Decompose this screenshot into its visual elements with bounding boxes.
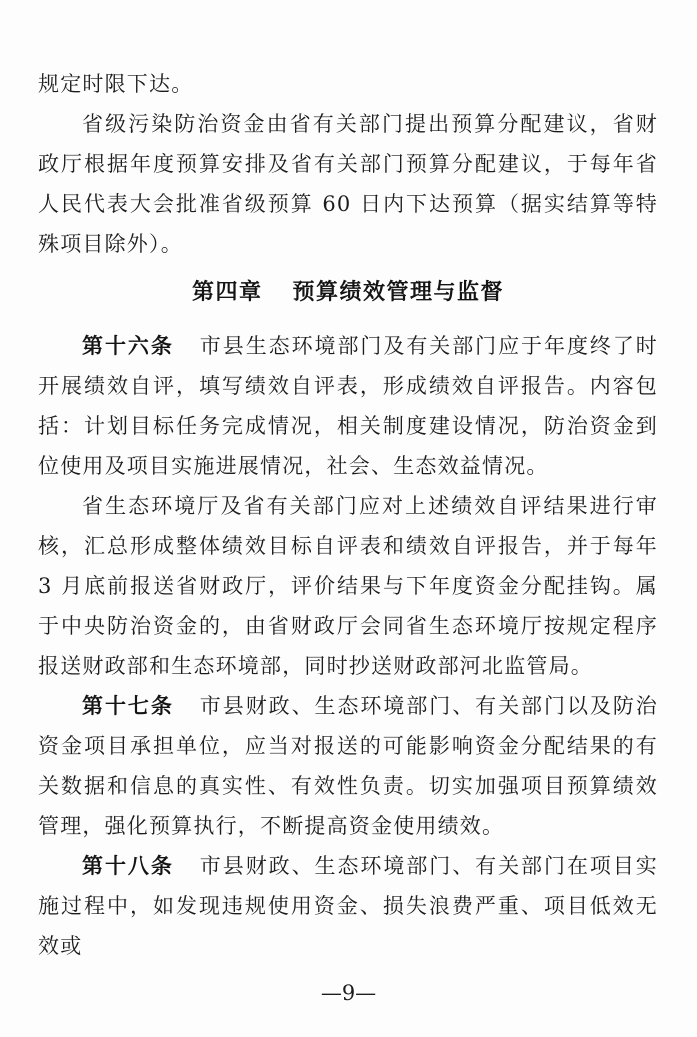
chapter-title: 预算绩效管理与监督 [292, 279, 505, 305]
article-18 [38, 846, 658, 966]
paragraph-continuation: 规定时限下达。 [38, 72, 194, 96]
article-18-label: 第十八条 [82, 853, 174, 878]
chapter-number: 第四章 [191, 279, 263, 305]
document-body [38, 64, 658, 966]
article-16-text: 市县生态环境部门及有关部门应于年度终了时开展绩效自评，填写绩效自评表，形成绩效自评报告。内容包括：计划目标任务完成情况，相关制度建设情况，防治资金到位使用及项目实施进展情况，社会、生态效益情况。 [38, 334, 658, 478]
article-17-label: 第十七条 [82, 693, 174, 718]
paragraph-budget-allocation: 省级污染防治资金由省有关部门提出预算分配建议，省财政厅根据年度预算安排及省有关部门预算分配建议，于每年省人民代表大会批准省级预算 60 日内下达预算（据实结算等特殊项目除外）。 [38, 112, 658, 256]
article-17-text: 市县财政、生态环境部门、有关部门以及防治资金项目承担单位，应当对报送的可能影响资金分配结果的有关数据和信息的真实性、有效性负责。切实加强项目预算绩效管理，强化预算执行，不断提高资金使用绩效。 [38, 694, 658, 838]
article-17 [38, 686, 658, 846]
paragraph-performance-review: 省生态环境厅及省有关部门应对上述绩效自评结果进行审核，汇总形成整体绩效目标自评表和绩效自评报告，并于每年 3 月底前报送省财政厅，评价结果与下年度资金分配挂钩。属于中央防治资金的，由省财政厅会同省生态环境厅按规定程序报送财政部和生态环境部，同时抄送财政部河北监管局。 [38, 494, 658, 678]
article-16 [38, 326, 658, 486]
chapter-heading [38, 272, 658, 312]
article-16-label: 第十六条 [82, 333, 174, 358]
page-number: —9— [320, 981, 377, 1005]
article-18-text: 市县财政、生态环境部门、有关部门在项目实施过程中，如发现违规使用资金、损失浪费严重、项目低效无效或 [38, 854, 658, 958]
